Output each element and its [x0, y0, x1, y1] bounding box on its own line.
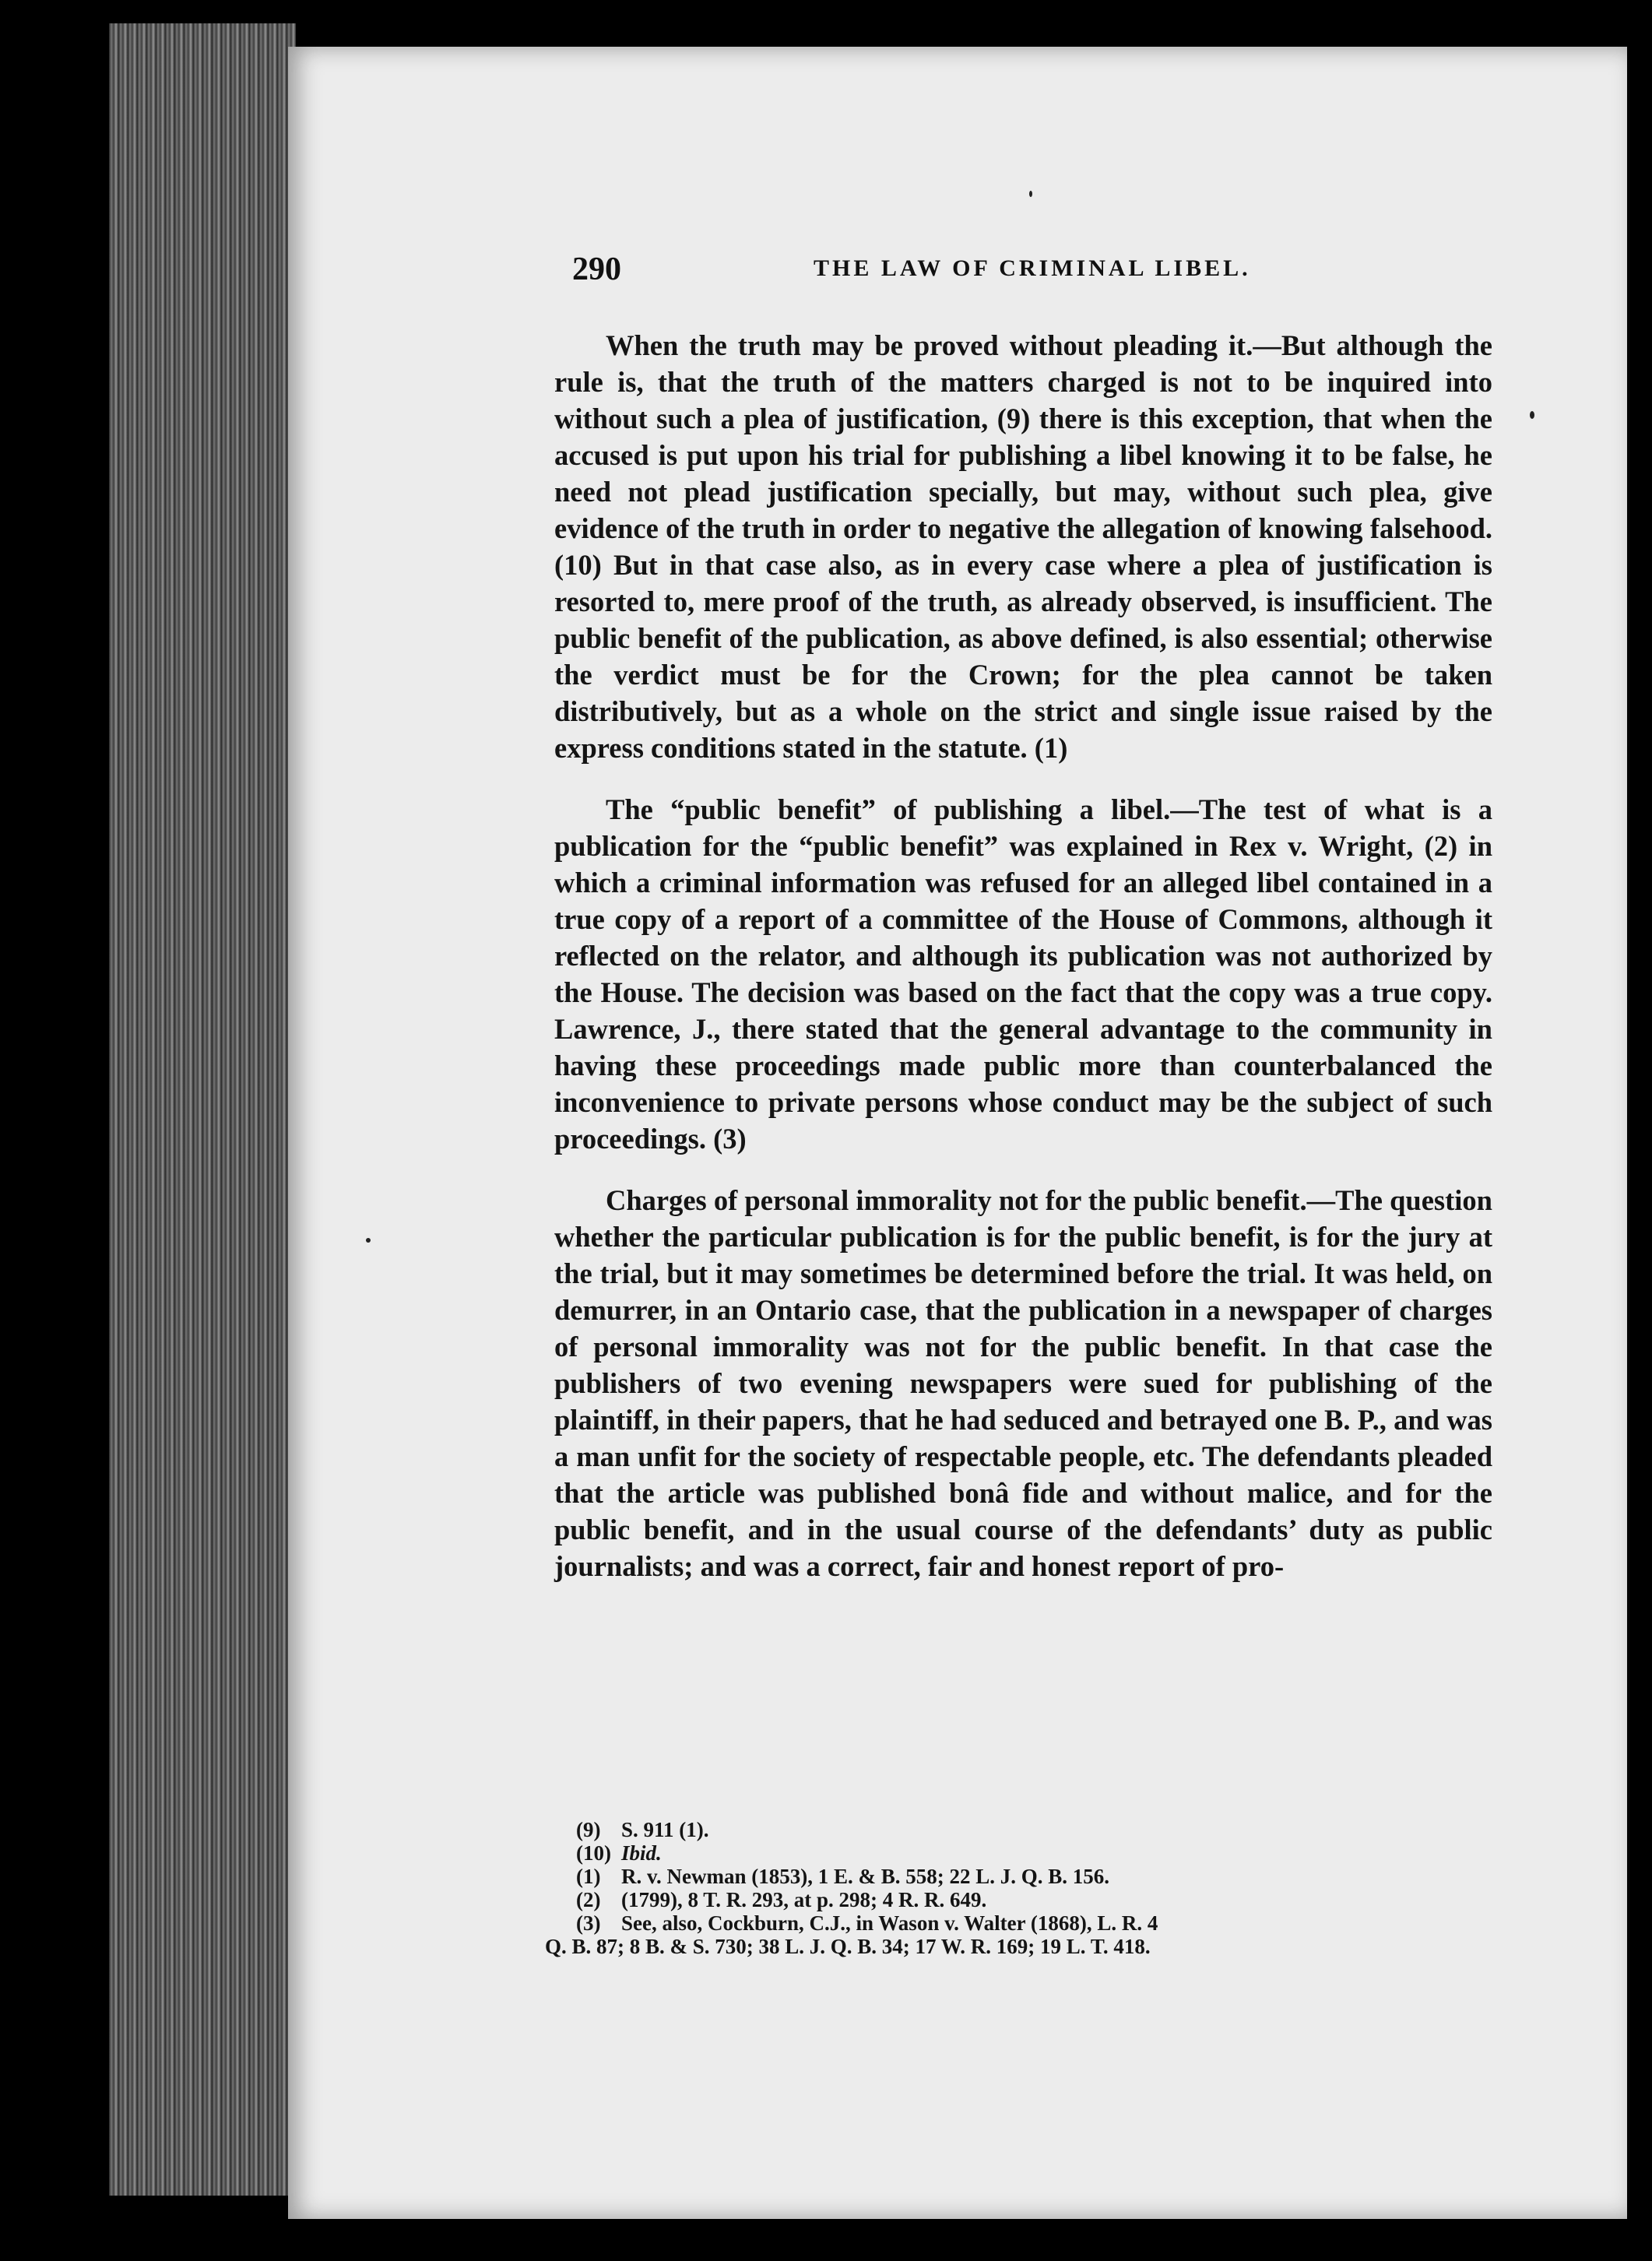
page-number: 290 — [572, 251, 621, 287]
footnote-continuation: Q. B. 87; 8 B. & S. 730; 38 L. J. Q. B. 34; 17 W. R. 169; 19 L. T. 418. — [545, 1935, 1151, 1958]
book-page-edges — [109, 23, 296, 2196]
running-head — [572, 251, 1499, 297]
paragraph-heading: When the truth may be proved without pleading it. — [606, 329, 1253, 361]
paragraph-personal-immorality — [554, 1182, 1492, 1584]
footnote-label: (3) — [576, 1911, 601, 1935]
scan-speck — [1530, 411, 1534, 419]
footnote — [545, 1841, 1495, 1865]
scan-speck — [366, 1238, 371, 1243]
footnote — [545, 1818, 1495, 1841]
footnote — [545, 1888, 1495, 1911]
paragraph-text: —The test of what is a publication for the “public benefit” was explained in Rex v. Wright, (2) in which a criminal information was refused for an alleged libel contained in a true copy of a report of a committee of the House of Commons, although it reflected on the relator, and although its publication was not authorized by the House. The decision was based on the fact that the copy was a true copy. Lawrence, J., there stated that the general advantage to the community in having these proceedings made public more than counterbalanced the inconvenience to private persons whose conduct may be the subject of such proceedings. (3) — [554, 793, 1492, 1155]
paragraph-heading: The “public benefit” of publishing a libel. — [606, 793, 1171, 825]
paragraph-text: —But although the rule is, that the truth of the matters charged is not to be inquired into without such a plea of justification, (9) there is this exception, that when the accused is put upon his trial for publishing a libel knowing it to be false, he need not plead justification specially, but may, without such plea, give evidence of the truth in order to negative the allegation of knowing falsehood. (10) But in that case also, as in every case where a plea of justification is resorted to, mere proof of the truth, as already observed, is insufficient. The public benefit of the publication, as above defined, is also essential; otherwise the verdict must be for the Crown; for the plea cannot be taken distributively, but as a whole on the strict and single issue raised by the express conditions stated in the statute. (1) — [554, 329, 1492, 764]
paragraph-text: —The question whether the particular publication is for the public benefit, is for the jury at the trial, but it may sometimes be determined before the trial. It was held, on demurrer, in an Ontario case, that the publication in a newspaper of charges of personal immorality was not for the public benefit. In that case the publishers of two evening newspapers were sued for publishing of the plaintiff, in their papers, that he had seduced and betrayed one B. P., and was a man unfit for the society of respectable people, etc. The defendants pleaded that the article was published bonâ fide and without malice, and for the public benefit, and in the usual course of the defendants’ duty as public journalists; and was a correct, fair and honest report of pro- — [554, 1184, 1492, 1582]
footnote-text: R. v. Newman (1853), 1 E. & B. 558; 22 L. J. Q. B. 156. — [621, 1865, 1109, 1888]
footnote-label: (9) — [576, 1818, 601, 1841]
paragraph-heading: Charges of personal immorality not for the public benefit. — [606, 1184, 1307, 1216]
footnote-text: S. 911 (1). — [621, 1818, 709, 1841]
scan-speck — [1029, 191, 1032, 197]
footnote — [545, 1911, 1495, 1935]
body-text — [554, 327, 1492, 1584]
footnote-label: (1) — [576, 1865, 601, 1888]
paragraph-truth-proved — [554, 327, 1492, 766]
running-head-title: THE LAW OF CRIMINAL LIBEL. — [814, 255, 1251, 281]
footnote-text: Ibid. — [621, 1841, 662, 1865]
footnote — [545, 1865, 1495, 1888]
footnote-text: (1799), 8 T. R. 293, at p. 298; 4 R. R. 649. — [621, 1888, 987, 1911]
footnotes — [545, 1818, 1495, 1958]
paragraph-public-benefit — [554, 791, 1492, 1157]
footnote-text: See, also, Cockburn, C.J., in Wason v. Walter (1868), L. R. 4 — [621, 1911, 1158, 1935]
footnote-label: (10) — [576, 1841, 611, 1865]
footnote-label: (2) — [576, 1888, 601, 1911]
